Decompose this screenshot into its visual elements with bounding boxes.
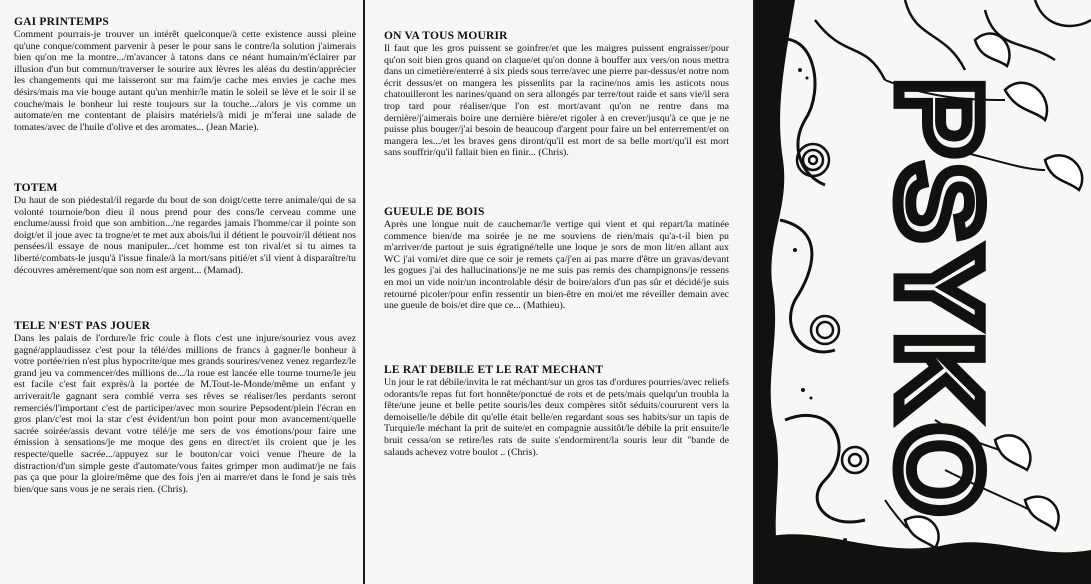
poem-title: GUEULE DE BOIS bbox=[384, 206, 485, 218]
poem-title: LE RAT DEBILE ET LE RAT MECHANT bbox=[384, 364, 604, 376]
ink-dots bbox=[793, 68, 847, 542]
poem-title: TOTEM bbox=[14, 182, 58, 194]
poem-text: Dans les palais de l'ordure/le fric coule à flots c'est une injure/souriez vous avez gagné/applaudissez c'est pour la télé/des millions de francs à gagner/le bonheur à votre portée/rien n'est plus hypocrite/que mes grands sourires/venez venez regardez/le grand jeu va commencer/des millions de.../la roue est lancée elle tourne tourne/le jeu est facile c'est fait exprès/à la portée de M.Tout-le-Monde/même un enfant y arriverait/le gagnant sera comblé verra ses rêves se réaliser/les perdants seront remerciés/l'important c'est de participer/avec mon sourire Pepsodent/plein l'écran en gros plan/c'est moi la star c'est évident/un bon point pour mon avancement/quelle sacrée soirée/assis devant votre télé/je me sers de vos émotions/pour faire une émission à sensations/je me moque des gens en direct/et ils croient que je les respecte/quelle sacrée.../appuyez sur le bouton/car voici venue l'heure de la distraction/d'un simple geste d'automate/vous faites grimper mon audimat/je ne fais pas ça que pour la gloire/même que des fois j'en ai marre/et dans le fond je sais très bien/que sans vous je ne serais rien. (Chris). bbox=[14, 333, 356, 495]
poem-title: GAI PRINTEMPS bbox=[14, 16, 109, 28]
cover-illustration bbox=[755, 0, 1091, 584]
tendrils-top bbox=[815, 0, 1091, 80]
poem-text: Après une longue nuit de cauchemar/le vertige qui vient et qui repart/la matinée commence bien/de ma soirée je ne me souviens de rien/mais qu'a-t-il bien pu m'arriver/de partout je suis égratigné/telle une loque je sors de mon lit/en allant aux WC j'ai vomi/et dire que ce soir je remets ça/j'en ai pas marre d'être un gravas/devant les gogues j'ai des hallucinations/je ne me suis pas remis des champignons/je ressens en moi un vide noir/un incontrolable désir de boire/alors d'un pas sûr et décidé/je suis retourné picoler/pour enfin ressentir un bien-être en moi/et me réveiller demain avec une gueule de bois/et dire que ce... (Mathieu). bbox=[384, 219, 729, 312]
psyko-title-logo bbox=[873, 78, 1005, 521]
poem-text: Du haut de son piédestal/il regarde du bout de son doigt/cette terre animale/qui de sa volonté tournoie/bon dieu il nous prend pour des cons/le cerveau comme une enclume/aussi froid que son ambition.../ne regardes jamais l'homme/car il pointe son doigt/et il joue avec ta trogne/et te met aux abois/lui il détient le pouvoir/il détient nos pensées/il essaye de nous manipuler.../cet homme est ton rival/et si tu aimes ta liberté/combats-le jusqu'à l'issue finale/à la mort/sans pitié/et s'il vient à disparaître/tu découvres amèrement/que son nom est argent... (Mamad). bbox=[14, 195, 356, 276]
svg-text:PSYKO: PSYKO bbox=[872, 78, 1005, 522]
left-page bbox=[0, 0, 365, 584]
poem-le-rat-debile bbox=[384, 364, 729, 458]
spiral-shell-icon bbox=[797, 144, 868, 473]
cover-page bbox=[755, 0, 1091, 584]
poem-totem bbox=[14, 182, 356, 276]
ink-frame-left bbox=[755, 0, 795, 584]
poem-text: Il faut que les gros puissent se goinfrer/et que les maigres puissent engraisser/pour qu'on soit bien gros quand on claque/et qu'on donne à bouffer aux vers/on nous mettra dans un cimetière/enterré à six pieds sous terre/avec une pierre par-dessus/et notre nom écrit dessus/et on mangera les pissenlits par la racine/nos amis les asticots nous chatouilleront les narines/quand on sera allongés par terre/tout raide et sans vie/il sera trop tard pour réaliser/que l'on est mort/avant qu'on ne rentre dans ma dernière/j'aimerais boire une dernière bière/et rigoler à en crever/jusqu'à ce que je ne puisse plus bouger/j'ai besoin de beaucoup d'argent pour faire un bel enterrement/et on mangera les.../et les braves gens diront/qu'il est mort de sa belle mort/qu'il est mort sans souffrir/qu'il fallait bien en finir... (Chris). bbox=[384, 43, 729, 159]
poem-gai-printemps bbox=[14, 16, 356, 133]
poem-title: TELE N'EST PAS JOUER bbox=[14, 320, 151, 332]
poem-text: Un jour le rat débile/invita le rat méchant/sur un gros tas d'ordures pourries/avec reliefs odorants/le repas fut fort honnête/ponctué de rots et de pets/mais quelqu'un troubla la fête/une jeune et belle petite souris/les deux compères sitôt séduits/coururent vers la demoiselle/le débile dit qu'elle était belle/en regardant sous ses habits/sur un tapis de Turquie/le méchant la prit de suite/et en compagnie aussitôt/le débile la prit ensuite/le bruit cessa/on se retire/les rats de suite s'endormirent/la souris leur dit "bande de salauds achevez votre boulot .. (Chris). bbox=[384, 377, 729, 458]
page-fold-divider bbox=[363, 0, 365, 584]
poem-title: ON VA TOUS MOURIR bbox=[384, 30, 508, 42]
poem-gueule-de-bois bbox=[384, 206, 729, 312]
poem-tele-nest-pas-jouer bbox=[14, 320, 356, 495]
poem-on-va-tous-mourir bbox=[384, 30, 729, 159]
poem-text: Comment pourrais-je trouver un intérêt quelconque/à cette existence aussi pleine qu'une conque/comment parvenir à peser le pour sans le contre/la solution j'aimerais bien qu'on me la montre.../m'avancer à tatons dans ce néant humain/m'éclairer par illusion d'un but commun/traverser le sourire aux lèvres les aléas du destin/apprécier les changements qui me laisseront sur ma faim/je cache mes envies je cache mes désirs/mais ma vie bouge autant qu'un menhir/le matin le soleil se lève et le soir il se couche/mais le bonheur lui reste toujours sur la touche.../alors je vis comme un automate/en me contentant de plaisirs matériels/à midi je m'ferai une salade de tomates/avec de l'huile d'olive et des aromates... (Jean Marie). bbox=[14, 29, 356, 133]
